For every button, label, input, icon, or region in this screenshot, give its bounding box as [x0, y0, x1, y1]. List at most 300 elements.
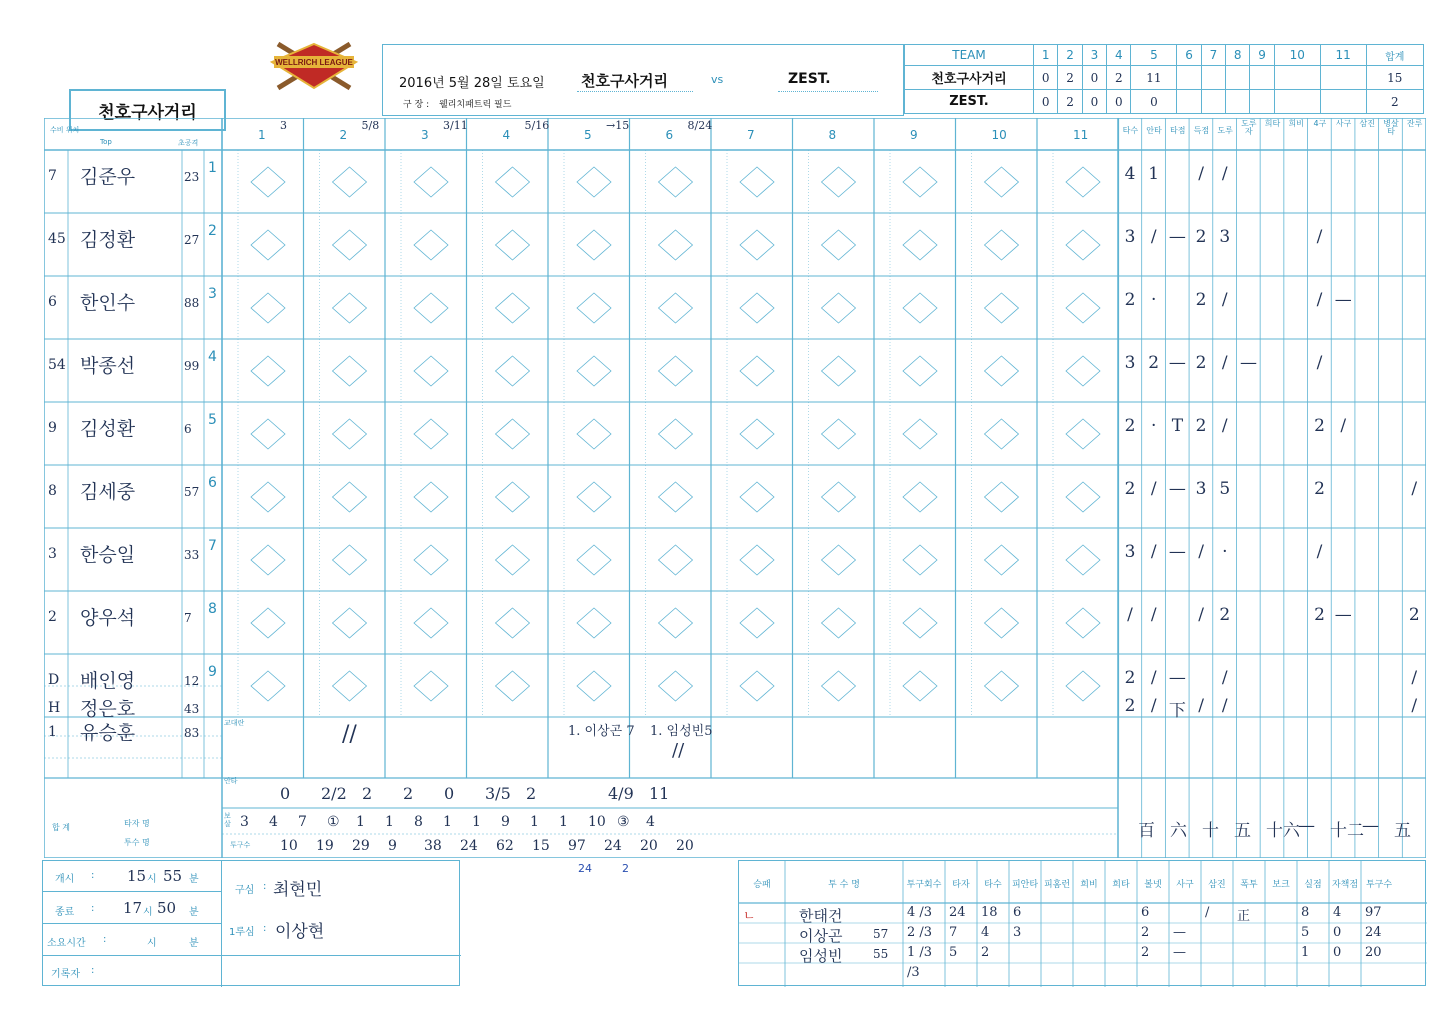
pitching-column-header: 자책점	[1331, 880, 1359, 890]
summary-total: 百	[1138, 821, 1155, 841]
batter-position: 2	[48, 609, 57, 625]
pitching-column-header: 폭투	[1240, 880, 1258, 890]
pitching-cell-result: ㄴ	[743, 909, 756, 924]
pitching-cell-name: 이상곤	[799, 927, 843, 945]
inning-header: 2	[1058, 45, 1082, 66]
inning-column-header: 6	[665, 128, 674, 142]
pitching-column-header: 피안타	[1011, 880, 1039, 890]
summary-walk: 1	[356, 814, 365, 830]
summary-pitch-count: 10	[280, 838, 298, 854]
batter-name: 김정환	[80, 229, 136, 251]
batter-number: 6	[184, 422, 192, 436]
summary-pitch-count: 20	[676, 838, 694, 854]
batter-stat: /	[1221, 668, 1228, 688]
batter-name: 김세중	[80, 481, 136, 503]
first-base-umpire-label: 1루심	[229, 927, 255, 938]
umpire-name: 최현민	[273, 880, 323, 900]
pitcher-number: 57	[873, 927, 889, 941]
summary-pitch-count: 24	[460, 838, 478, 854]
score-total: 2	[1366, 90, 1423, 114]
stat-column-header: 희비	[1288, 119, 1304, 128]
batter-number: 88	[184, 296, 200, 310]
pitching-cell-hbp: —	[1173, 925, 1186, 940]
score-cell	[1250, 90, 1274, 114]
score-cell	[1226, 90, 1250, 114]
pitching-cell-hits: 6	[1013, 905, 1022, 920]
score-team: ZEST.	[905, 90, 1034, 114]
inning-column-header: 1	[258, 128, 266, 142]
batting-order: 8	[208, 601, 217, 617]
summary-walk: 4	[646, 814, 655, 830]
pitching-column-header: 타자	[952, 880, 970, 890]
stat-column-header: 잔루	[1406, 119, 1423, 128]
hour-unit: 시	[147, 938, 157, 949]
batter-stat: ·	[1150, 290, 1157, 310]
batter-stat: /	[1150, 696, 1157, 716]
score-cell: 0	[1034, 90, 1058, 114]
batting-order: 2	[208, 223, 217, 239]
batter-name: 박종선	[80, 355, 136, 377]
score-cell	[1250, 66, 1274, 90]
pitching-cell-er: 0	[1333, 945, 1342, 960]
pitching-column-header: 타수	[984, 880, 1002, 890]
summary-walk: 7	[298, 814, 307, 830]
summary-hit: 3/5	[485, 784, 511, 803]
pitching-cell-so: /	[1205, 905, 1210, 920]
pitching-column-header: 투 수 명	[828, 880, 860, 890]
inning-column-header: 2	[339, 128, 348, 142]
summary-walk: 1	[472, 814, 481, 830]
score-cell: 0	[1034, 66, 1058, 90]
summary-pitch-count: 15	[532, 838, 550, 854]
score-cell	[1201, 66, 1225, 90]
batter-position: H	[48, 700, 61, 716]
batter-stat: —	[1334, 290, 1352, 310]
batter-stat: /	[1198, 164, 1204, 184]
venue-name: 웰리치패트릭 필드	[439, 100, 512, 110]
score-cell: 0	[1082, 90, 1106, 114]
pitching-column-header: 희비	[1080, 880, 1098, 890]
batter-stat: 3	[1124, 353, 1136, 373]
pitching-cell-bb: 2	[1141, 925, 1150, 940]
batter-name: 배인영	[80, 670, 136, 692]
batter-stat: /	[1316, 542, 1323, 562]
batter-stat: /	[1221, 290, 1228, 310]
total-label: 합 계	[52, 823, 70, 832]
home-team-name: 천호구사거리	[581, 72, 668, 90]
stat-column-header: 득점	[1193, 126, 1210, 135]
pitching-column-header: 삼진	[1208, 880, 1226, 890]
batting-order: 4	[208, 349, 217, 365]
stat-column-header: 안타	[1146, 126, 1162, 135]
batter-stat: /	[1221, 164, 1228, 184]
lineup-team-name: 천호구사거리	[98, 102, 197, 123]
summary-walk: ①	[327, 814, 340, 830]
batter-stat: /	[1127, 605, 1133, 625]
batter-position: 6	[48, 294, 57, 310]
pitching-column-header: 투구수	[1365, 880, 1393, 890]
hits-label: 안타	[224, 777, 238, 785]
pitching-box	[738, 860, 1426, 986]
first-base-umpire-name: 이상현	[275, 922, 325, 942]
batter-stat: 2	[1314, 479, 1325, 499]
pitching-cell-batters: 7	[949, 925, 958, 940]
game-date: 2016년 5월 28일 토요일	[399, 76, 545, 91]
summary-walk: 8	[414, 814, 423, 830]
batter-position: 7	[48, 168, 57, 184]
summary-hit: 2	[362, 784, 373, 803]
pitching-cell-er: 4	[1333, 905, 1342, 920]
pitching-column-header: 희타	[1112, 880, 1130, 890]
batter-name: 양우석	[80, 607, 136, 629]
batter-stat: 3	[1124, 542, 1136, 562]
pitching-cell-hits: 3	[1013, 925, 1022, 940]
stat-column-header: 희타	[1264, 119, 1281, 128]
batter-stat: ·	[1150, 416, 1157, 436]
batter-number: 83	[184, 726, 200, 740]
duration-label: 소요시간	[47, 938, 86, 949]
summary-total: —	[1362, 816, 1379, 836]
batter-stat: 5	[1219, 479, 1231, 499]
batter-stat: 2	[1124, 479, 1136, 499]
pitching-cell-batters: 24	[949, 905, 966, 920]
end-hour: 17	[123, 899, 143, 917]
batter-stat: /	[1221, 353, 1228, 373]
score-cell	[1274, 66, 1320, 90]
batter-stat: /	[1221, 696, 1228, 716]
venue-label: 구 장 :	[403, 100, 430, 110]
batter-stat: 2	[1195, 227, 1207, 247]
pitching-column-header: 투구회수	[906, 880, 942, 890]
inning-column-header: 4	[502, 128, 511, 142]
stat-column-header: 도루자	[1241, 119, 1257, 136]
summary-pitch-count: 62	[496, 838, 514, 854]
inning-column-header: 3	[421, 128, 429, 142]
batter-stat: ·	[1222, 542, 1228, 562]
pitching-cell-bb: 2	[1141, 945, 1150, 960]
score-cell	[1226, 66, 1250, 90]
pitching-cell-r: 5	[1301, 925, 1310, 940]
stat-column-header: 도루	[1217, 126, 1233, 135]
pitching-cell-name: 한태건	[799, 907, 843, 925]
batter-number: 43	[184, 702, 200, 716]
batting-order: 5	[208, 412, 217, 428]
batter-stat: /	[1150, 479, 1157, 499]
game-header	[382, 44, 904, 116]
batter-stat: 2	[1314, 416, 1325, 436]
inning-column-header: 9	[910, 128, 918, 142]
vs-label: vs	[711, 73, 724, 86]
inning-header: 9	[1250, 45, 1274, 66]
summary-walk: 1	[559, 814, 568, 830]
relief-note: //	[672, 740, 685, 761]
batter-stat: 2	[1408, 605, 1420, 625]
inning-column-header: 8	[828, 128, 837, 142]
score-cell: 2	[1107, 66, 1131, 90]
pitching-column-header: 보크	[1272, 880, 1290, 890]
summary-walk: 3	[240, 814, 249, 830]
batter-name: 한승일	[80, 544, 136, 566]
start-hour: 15	[127, 867, 147, 885]
inning-header: 7	[1201, 45, 1225, 66]
summary-pitch-count: 38	[424, 838, 442, 854]
score-cell	[1320, 90, 1366, 114]
pitching-cell-innings: /3	[907, 965, 920, 980]
batter-number: 33	[184, 548, 200, 562]
pitchers-count-label: 투수 명	[124, 838, 150, 847]
relief-note: //	[342, 722, 357, 747]
relief-label: 교대란	[224, 719, 245, 727]
pitching-cell-name: 임성빈	[799, 947, 843, 965]
batter-stat: 4	[1124, 164, 1136, 184]
summary-total: 十六	[1266, 821, 1300, 841]
summary-walk: 1	[530, 814, 539, 830]
batter-stat: /	[1340, 416, 1347, 436]
batter-stat: 2	[1124, 668, 1136, 688]
hour-unit: 시	[143, 907, 153, 918]
batter-stat: 2	[1195, 416, 1207, 436]
team-header: TEAM	[905, 45, 1034, 66]
batters-count-label: 타자 명	[124, 819, 150, 828]
end-label: 종료	[55, 907, 75, 918]
inning-header: 8	[1226, 45, 1250, 66]
scoring-grid	[44, 118, 1426, 875]
relief-note: 1. 이상곤 7	[568, 724, 635, 739]
batter-stat: 2	[1124, 696, 1136, 716]
batting-order: 6	[208, 475, 217, 491]
batter-stat: 2	[1124, 416, 1136, 436]
pitching-cell-r: 1	[1301, 945, 1310, 960]
batter-stat: 下	[1168, 701, 1186, 721]
batter-stat: 2	[1195, 290, 1207, 310]
umpire-label: 구심	[235, 885, 255, 896]
batter-position: D	[48, 672, 60, 688]
summary-hit: 2	[526, 784, 537, 803]
batter-name: 정은호	[80, 698, 136, 720]
inning-header: 6	[1177, 45, 1201, 66]
batter-position: 1	[48, 724, 57, 740]
batter-number: 27	[184, 233, 200, 247]
batting-order: 7	[208, 538, 217, 554]
batter-stat: 2	[1219, 605, 1231, 625]
batter-stat: —	[1239, 353, 1257, 373]
summary-total: 五	[1394, 821, 1411, 841]
pitching-cell-hbp: —	[1173, 945, 1186, 960]
score-cell: 2	[1058, 90, 1082, 114]
inning-header: 1	[1034, 45, 1058, 66]
game-info-box: 개시 : 15 시 55 분 종료 : 17 시 50 분 소요시간 : 시 분 기록자 : 구심 : 최현민 1루심 : 이상현	[42, 860, 460, 986]
batter-stat: /	[1150, 605, 1157, 625]
batter-stat: 2	[1314, 605, 1325, 625]
batter-stat: /	[1411, 668, 1418, 688]
batter-stat: —	[1168, 353, 1186, 373]
batter-stat: —	[1168, 227, 1186, 247]
batter-stat: /	[1316, 353, 1323, 373]
batting-order: 9	[208, 664, 217, 680]
score-cell	[1201, 90, 1225, 114]
batter-stat: /	[1150, 227, 1157, 247]
summary-extra-mark: 2	[622, 862, 629, 875]
batter-stat: —	[1168, 479, 1186, 499]
pitching-cell-ab: 18	[981, 905, 998, 920]
recorder-label: 기록자	[51, 969, 80, 980]
stat-column-header: 병살타	[1383, 119, 1399, 136]
batter-stat: /	[1150, 542, 1157, 562]
inning-column-header: 7	[747, 128, 755, 142]
inning-header: 10	[1274, 45, 1320, 66]
batter-stat: 1	[1148, 164, 1160, 184]
summary-total: 五	[1234, 821, 1251, 841]
summary-pitch-count: 29	[352, 838, 370, 854]
inning-run-mark: 5/16	[524, 119, 550, 132]
stat-column-header: 타수	[1122, 126, 1139, 135]
inning-column-header: 10	[991, 128, 1007, 142]
pitching-cell-innings: 1 /3	[907, 945, 933, 960]
batter-stat: /	[1411, 479, 1418, 499]
inning-run-mark: 5/8	[361, 119, 380, 132]
pitching-column-header: 사구	[1176, 880, 1194, 890]
pitching-column-header: 승패	[753, 880, 771, 890]
start-label: 개시	[55, 874, 75, 885]
stat-column-header: 타점	[1169, 126, 1186, 135]
batter-name: 김준우	[80, 166, 136, 188]
batter-number: 12	[184, 674, 200, 688]
pitching-cell-innings: 4 /3	[907, 905, 933, 920]
relief-note: 1. 임성빈5	[650, 724, 713, 739]
summary-hit: 11	[649, 784, 670, 803]
summary-pitch-count: 24	[604, 838, 622, 854]
pitching-cell-er: 0	[1333, 925, 1342, 940]
summary-total: 六	[1170, 821, 1187, 841]
score-cell	[1320, 66, 1366, 90]
summary-pitch-count: 9	[388, 838, 397, 854]
score-total: 15	[1366, 66, 1423, 90]
batter-stat: /	[1198, 605, 1204, 625]
batter-position: 45	[48, 231, 66, 247]
summary-total: —	[1298, 816, 1315, 836]
pitching-cell-batters: 5	[949, 945, 958, 960]
inning-header: 3	[1082, 45, 1106, 66]
batter-stat: /	[1316, 290, 1323, 310]
batter-number: 7	[184, 611, 192, 625]
score-col-header: 초공격	[178, 139, 199, 147]
league-logo	[268, 40, 360, 92]
batter-stat: —	[1168, 542, 1186, 562]
minute-unit: 분	[189, 874, 199, 885]
pitching-cell-ab: 4	[981, 925, 990, 940]
summary-pitch-count: 97	[568, 838, 586, 854]
pitching-column-header: 실점	[1304, 880, 1322, 890]
inning-header: 4	[1107, 45, 1131, 66]
score-cell: 0	[1131, 90, 1177, 114]
summary-total: 十二	[1330, 821, 1364, 841]
batter-stat: —	[1334, 605, 1352, 625]
batter-stat: 2	[1124, 290, 1136, 310]
end-minute: 50	[157, 899, 177, 917]
batter-stat: 3	[1219, 227, 1231, 247]
batter-stat: /	[1221, 416, 1228, 436]
batter-stat: 2	[1195, 353, 1207, 373]
batter-stat: 3	[1195, 479, 1207, 499]
batter-position: 3	[48, 546, 57, 562]
inning-run-mark: 3/11	[443, 119, 468, 132]
position-header: 수비 위치	[50, 126, 80, 134]
score-cell: 0	[1082, 66, 1106, 90]
batter-position: 9	[48, 420, 57, 436]
pitching-cell-bb: 6	[1141, 905, 1150, 920]
batter-number: 23	[184, 170, 200, 184]
score-cell: 2	[1058, 66, 1082, 90]
batter-position: 8	[48, 483, 57, 499]
summary-walk: 9	[501, 814, 510, 830]
batter-name: 유승훈	[80, 722, 136, 744]
summary-hit: 2	[403, 784, 414, 803]
score-team: 천호구사거리	[905, 66, 1034, 90]
minute-unit: 분	[189, 938, 199, 949]
batter-stat: /	[1411, 696, 1418, 716]
stat-column-header: 4구	[1313, 119, 1327, 128]
batter-stat: —	[1168, 668, 1186, 688]
summary-pitch-count: 19	[316, 838, 334, 854]
top-header: Top	[100, 138, 112, 146]
inning-run-mark: →15	[606, 119, 630, 132]
score-cell	[1177, 90, 1201, 114]
pitch-count-label: 투구수	[230, 841, 251, 849]
summary-hit: 0	[444, 784, 455, 803]
summary-pitch-count: 20	[640, 838, 658, 854]
inning-header: 11	[1320, 45, 1366, 66]
score-cell	[1177, 66, 1201, 90]
batter-stat: /	[1316, 227, 1323, 247]
batter-number: 57	[184, 485, 200, 499]
summary-total: 十	[1202, 821, 1219, 841]
batter-position: 54	[48, 357, 66, 373]
score-cell: 0	[1107, 90, 1131, 114]
inning-header: 5	[1131, 45, 1177, 66]
summary-extra-mark: 24	[578, 862, 592, 875]
batting-order: 3	[208, 286, 217, 302]
pitching-cell-r: 8	[1301, 905, 1310, 920]
minute-unit: 분	[189, 907, 199, 918]
inning-column-header: 5	[584, 128, 592, 142]
stat-column-header: 사구	[1335, 119, 1352, 128]
summary-walk: 1	[443, 814, 452, 830]
walk-label: 보살	[224, 812, 231, 828]
summary-hit: 2/2	[321, 784, 347, 803]
summary-walk: 10	[588, 814, 606, 830]
batting-order: 1	[208, 160, 217, 176]
batter-stat: /	[1150, 668, 1157, 688]
batter-stat: 2	[1148, 353, 1160, 373]
batter-stat: /	[1198, 696, 1204, 716]
pitcher-number: 55	[873, 947, 889, 961]
pitching-cell-pitches: 20	[1365, 945, 1382, 960]
inning-column-header: 11	[1073, 128, 1089, 142]
inning-run-mark: 8/24	[687, 119, 713, 132]
logo-text: WELLRICH LEAGUE	[275, 58, 353, 67]
pitching-cell-wp: 正	[1237, 909, 1251, 924]
batter-number: 99	[184, 359, 200, 373]
inning-run-mark: 3	[280, 119, 287, 132]
summary-walk: 1	[385, 814, 394, 830]
batter-stat: /	[1198, 542, 1204, 562]
summary-hit: 0	[280, 784, 291, 803]
batter-stat: T	[1171, 416, 1184, 436]
batter-name: 한인수	[80, 292, 136, 314]
total-header: 합계	[1366, 45, 1423, 66]
pitching-cell-pitches: 24	[1365, 925, 1382, 940]
batter-stat: 3	[1124, 227, 1136, 247]
